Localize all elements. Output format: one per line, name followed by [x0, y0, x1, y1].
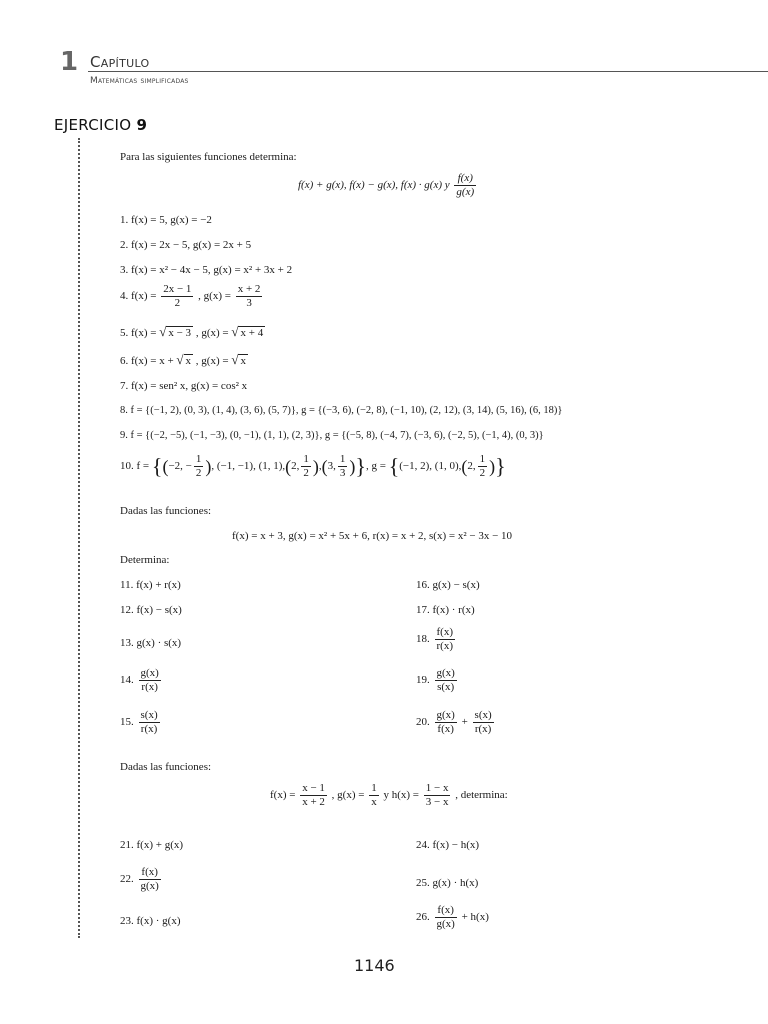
- item-15-label: 15.: [120, 716, 134, 729]
- item-18: [416, 626, 457, 653]
- fraction-denominator: 2: [195, 467, 202, 479]
- item-14-fraction: [139, 667, 161, 694]
- paren-open-icon: (: [285, 456, 292, 477]
- functions-line-3: [270, 782, 508, 809]
- item-12: 12. f(x) − s(x): [120, 604, 182, 616]
- fraction-denominator: g(x): [456, 186, 475, 198]
- fraction-numerator: 1: [479, 453, 486, 465]
- item-4: [120, 283, 264, 310]
- operations-line: [298, 172, 478, 199]
- item-17: 17. f(x) · r(x): [416, 604, 475, 616]
- fraction-denominator: 3: [246, 297, 252, 309]
- fraction-numerator: f(x): [435, 904, 457, 918]
- item-6: [120, 353, 248, 368]
- sqrt-icon: √: [159, 324, 167, 339]
- fraction-denominator: r(x): [140, 723, 158, 735]
- paren-close-icon: ): [312, 456, 319, 477]
- fraction-denominator: r(x): [141, 681, 158, 693]
- item-23: 23. f(x) · g(x): [120, 915, 181, 927]
- item-20-label: 20.: [416, 716, 430, 729]
- item-19-fraction: [435, 667, 457, 694]
- brace-close-icon: }: [495, 453, 506, 479]
- item-1: 1. f(x) = 5, g(x) = −2: [120, 214, 212, 226]
- item-10-p1-fraction: [194, 453, 204, 480]
- operations-fraction: [454, 172, 476, 199]
- fraction-denominator: r(x): [436, 640, 453, 652]
- sqrt-icon: √: [231, 352, 239, 367]
- fraction-numerator: s(x): [474, 709, 492, 721]
- exercise-label: EJERCICIO: [54, 116, 132, 134]
- fraction-numerator: g(x): [436, 667, 455, 679]
- fraction-numerator: f(x): [454, 172, 476, 186]
- item-4-f-fraction: [161, 283, 193, 310]
- item-10-g2a: 2,: [467, 460, 476, 473]
- fraction-denominator: 3 − x: [425, 796, 449, 808]
- radicand: x: [240, 355, 246, 367]
- fraction-numerator: g(x): [436, 709, 455, 721]
- item-5-mid: , g(x) =: [195, 327, 229, 339]
- page-number: 1146: [354, 956, 395, 975]
- item-10-g2-fraction: [478, 453, 488, 480]
- item-18-fraction: [435, 626, 456, 653]
- fraction-denominator: g(x): [140, 880, 159, 892]
- item-18-label: 18.: [416, 633, 430, 646]
- item-22-fraction: [139, 866, 161, 893]
- funcs3-h-fraction: [424, 782, 451, 809]
- item-6-mid: , g(x) =: [195, 355, 229, 367]
- item-5-f-sqrt: [159, 325, 193, 340]
- functions-line-2: f(x) = x + 3, g(x) = x² + 5x + 6, r(x) = x + 2, s(x) = x² − 3x − 10: [232, 530, 513, 542]
- item-10-p3-fraction: [338, 453, 348, 480]
- intro-text-1: Para las siguientes funciones determina:: [120, 151, 297, 163]
- fraction-numerator: f(x): [139, 866, 161, 880]
- dotted-margin-rule: [78, 138, 80, 938]
- paren-close-icon: ): [205, 456, 212, 477]
- fraction-numerator: x + 2: [237, 283, 261, 295]
- brace-open-icon: {: [151, 453, 163, 479]
- item-14: [120, 667, 163, 694]
- paren-close-icon: ): [489, 456, 496, 477]
- item-6-label: 6. f(x) = x +: [120, 355, 174, 367]
- fraction-numerator: s(x): [140, 709, 158, 721]
- fraction-denominator: g(x): [436, 918, 455, 930]
- funcs3-tail: , determina:: [455, 789, 508, 802]
- sqrt-icon: √: [231, 324, 239, 339]
- item-10-p2a: 2,: [291, 460, 300, 473]
- item-10-g-label: , g =: [365, 460, 386, 473]
- paren-open-icon: (: [321, 456, 328, 477]
- item-4-label: 4. f(x) =: [120, 290, 157, 303]
- fraction-denominator: 3: [339, 467, 346, 479]
- fraction-numerator: 1 − x: [425, 782, 449, 794]
- item-5-g-sqrt: [231, 325, 265, 340]
- fraction-numerator: 2x − 1: [163, 283, 192, 295]
- item-25: 25. g(x) · h(x): [416, 877, 479, 889]
- item-14-label: 14.: [120, 674, 134, 687]
- item-2: 2. f(x) = 2x − 5, g(x) = 2x + 5: [120, 239, 252, 251]
- paren-close-icon: ): [349, 456, 356, 477]
- fraction-denominator: 2: [174, 297, 181, 309]
- plus-sign: +: [461, 716, 468, 729]
- item-4-mid: , g(x) =: [198, 290, 231, 303]
- item-7: 7. f(x) = sen² x, g(x) = cos² x: [120, 380, 248, 392]
- exercise-title: [54, 116, 147, 134]
- item-15-fraction: [139, 709, 160, 736]
- fraction-denominator: r(x): [474, 723, 492, 735]
- item-8: 8. f = {(−1, 2), (0, 3), (1, 4), (3, 6), (5, 7)}, g = {(−3, 6), (−2, 8), (−1, 10), (2, 12), (3, 14), (5, 16), (6, 18)}: [120, 405, 563, 416]
- item-19-label: 19.: [416, 674, 430, 687]
- radicand: x − 3: [168, 327, 192, 339]
- item-5-label: 5. f(x) =: [120, 327, 157, 339]
- header-rule: [88, 71, 768, 72]
- brace-open-icon: {: [388, 453, 400, 479]
- item-21: 21. f(x) + g(x): [120, 839, 184, 851]
- item-22: [120, 866, 163, 893]
- item-10-mid1: , (−1, −1), (1, 1),: [211, 460, 286, 473]
- item-6-g-sqrt: [231, 353, 248, 368]
- fraction-denominator: s(x): [437, 681, 455, 693]
- radicand: x: [185, 355, 192, 367]
- funcs3-g-label: , g(x) =: [331, 789, 365, 802]
- item-15: [120, 709, 162, 736]
- item-6-f-sqrt: [176, 353, 193, 368]
- funcs3-f-fraction: [300, 782, 327, 809]
- item-10: 10. f = {(−2, − $\frac{1}{2}$ ), (−1, −1), (1, 1),(2, $\frac{1}{2}$ ),(3, $\frac{1}{3}$ )}, g = {(−1, 2), (1, 0),(2, $\frac{1}{2}$ )}: [120, 453, 506, 479]
- item-16: 16. g(x) − s(x): [416, 579, 480, 591]
- item-20-fraction-1: [435, 709, 457, 736]
- item-13: 13. g(x) · s(x): [120, 637, 182, 649]
- item-22-label: 22.: [120, 873, 134, 886]
- funcs3-g-fraction: [369, 782, 379, 809]
- item-26-tail: + h(x): [461, 911, 489, 924]
- radicand: x + 4: [240, 327, 264, 339]
- fraction-numerator: 1: [303, 453, 309, 465]
- sqrt-icon: √: [176, 352, 184, 367]
- funcs3-h-label: y h(x) =: [383, 789, 419, 802]
- item-26-fraction: [435, 904, 457, 931]
- fraction-numerator: g(x): [140, 667, 159, 679]
- item-26-label: 26.: [416, 911, 430, 924]
- item-9: 9. f = {(−2, −5), (−1, −3), (0, −1), (1, 1), (2, 3)}, g = {(−5, 8), (−4, 7), (−3, 6), (−2, 5), (−1, 4), (0, 3)}: [120, 430, 544, 441]
- chapter-word: Capítulo: [90, 53, 150, 71]
- item-26: [416, 904, 489, 931]
- paren-open-icon: (: [162, 456, 169, 477]
- operations-text: f(x) + g(x), f(x) − g(x), f(x) · g(x) y: [298, 179, 450, 192]
- item-24: 24. f(x) − h(x): [416, 839, 480, 851]
- fraction-numerator: f(x): [436, 626, 453, 638]
- item-10-label: 10. f =: [120, 460, 150, 473]
- paren-open-icon: (: [461, 456, 468, 477]
- fraction-numerator: 1: [195, 453, 202, 465]
- item-10-g1: (−1, 2), (1, 0),: [399, 460, 462, 473]
- fraction-numerator: x − 1: [302, 782, 325, 794]
- fraction-denominator: 2: [479, 467, 486, 479]
- item-10-p3a: 3,: [327, 460, 336, 473]
- fraction-denominator: 2: [303, 467, 309, 479]
- item-10-p2-fraction: [301, 453, 311, 480]
- item-11: 11. f(x) + r(x): [120, 579, 181, 591]
- fraction-numerator: 1: [339, 453, 346, 465]
- exercise-number: 9: [136, 116, 148, 134]
- fraction-denominator: f(x): [437, 723, 454, 735]
- brace-close-icon: }: [355, 453, 366, 479]
- item-19: [416, 667, 459, 694]
- fraction-denominator: x + 2: [302, 796, 325, 808]
- fraction-denominator: x: [371, 796, 377, 808]
- item-3: 3. f(x) = x² − 4x − 5, g(x) = x² + 3x + 2: [120, 264, 293, 276]
- funcs3-f-label: f(x) =: [270, 789, 296, 802]
- chapter-number: 1: [60, 47, 79, 77]
- intro-text-2: Dadas las funciones:: [120, 505, 212, 517]
- fraction-numerator: 1: [371, 782, 377, 794]
- determina-label: Determina:: [120, 554, 170, 566]
- item-10-p1a: −2, −: [168, 460, 192, 473]
- chapter-subtitle: Matemáticas simplificadas: [90, 76, 189, 86]
- intro-text-3: Dadas las funciones:: [120, 761, 212, 773]
- item-20: [416, 709, 496, 736]
- item-4-g-fraction: [236, 283, 263, 310]
- item-5: [120, 325, 265, 340]
- item-20-fraction-2: [473, 709, 494, 736]
